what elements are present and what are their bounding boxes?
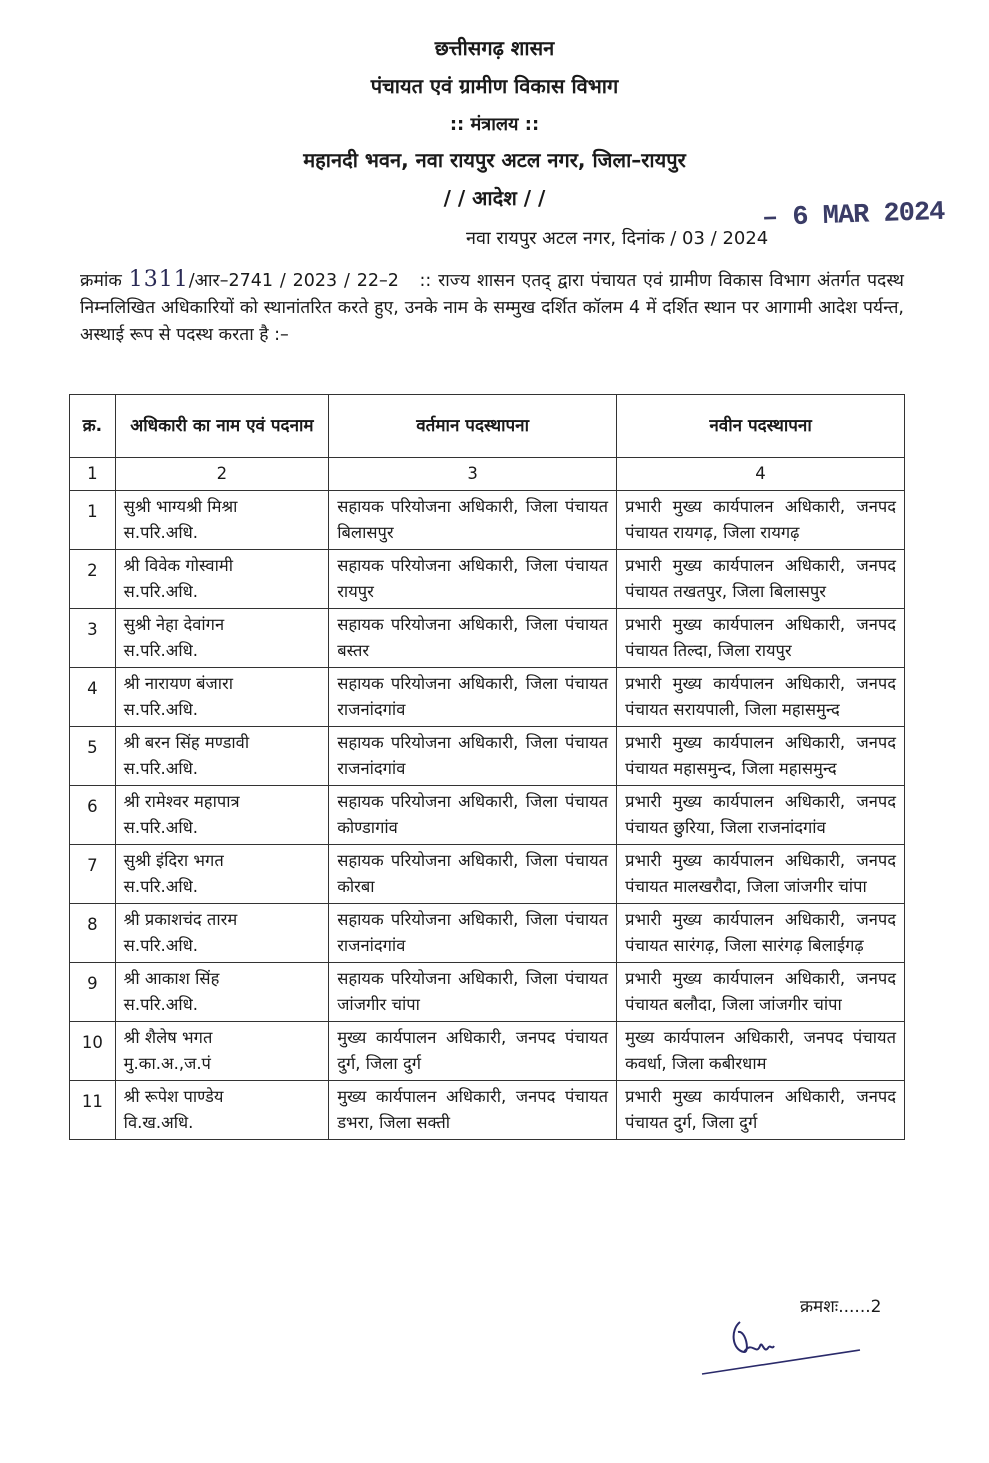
- table-row: [70, 727, 905, 786]
- new-posting: प्रभारी मुख्य कार्यपालन अधिकारी, जनपद पंचायत महासमुन्द, जिला महासमुन्द: [617, 727, 905, 786]
- current-posting: मुख्य कार्यपालन अधिकारी, जनपद पंचायत डभरा, जिला सक्ती: [329, 1081, 617, 1140]
- current-posting: सहायक परियोजना अधिकारी, जिला पंचायत जांजगीर चांपा: [329, 963, 617, 1022]
- officer-designation: स.परि.अधि.: [123, 995, 198, 1014]
- column-number: 3: [329, 458, 617, 491]
- officer-cell: [115, 550, 329, 609]
- order-prefix: क्रमांक: [80, 271, 122, 291]
- current-posting: सहायक परियोजना अधिकारी, जिला पंचायत कोण्डागांव: [329, 786, 617, 845]
- column-number: 2: [115, 458, 329, 491]
- column-number: 1: [70, 458, 116, 491]
- officer-designation: स.परि.अधि.: [123, 877, 198, 896]
- officer-cell: [115, 609, 329, 668]
- column-number-row: [70, 458, 905, 491]
- officer-cell: [115, 727, 329, 786]
- new-posting: प्रभारी मुख्य कार्यपालन अधिकारी, जनपद पंचायत छुरिया, जिला राजनांदगांव: [617, 786, 905, 845]
- table-row: [70, 550, 905, 609]
- officer-designation: मु.का.अ.,ज.पं: [123, 1054, 211, 1073]
- transfer-table: [69, 394, 905, 1140]
- officer-name: श्री प्रकाशचंद तारम: [123, 910, 238, 929]
- current-posting: सहायक परियोजना अधिकारी, जिला पंचायत राजनांदगांव: [329, 904, 617, 963]
- current-posting: सहायक परियोजना अधिकारी, जिला पंचायत बिलासपुर: [329, 491, 617, 550]
- order-heading: / / आदेश / /: [443, 186, 546, 210]
- date-stamp: – 6 MAR 2024: [761, 197, 945, 235]
- officer-designation: स.परि.अधि.: [123, 523, 198, 542]
- serial-number: 11: [70, 1081, 116, 1140]
- table-row: [70, 963, 905, 1022]
- officer-name: श्री रूपेश पाण्डेय: [123, 1087, 224, 1106]
- column-number: 4: [617, 458, 905, 491]
- table-row: [70, 668, 905, 727]
- handwritten-order-number: 1311: [128, 267, 189, 292]
- order-paragraph: [80, 266, 904, 349]
- table-row: [70, 904, 905, 963]
- serial-number: 5: [70, 727, 116, 786]
- officer-cell: [115, 845, 329, 904]
- officer-cell: [115, 668, 329, 727]
- current-posting: सहायक परियोजना अधिकारी, जिला पंचायत कोरबा: [329, 845, 617, 904]
- header-officer: अधिकारी का नाम एवं पदनाम: [115, 395, 329, 458]
- officer-name: श्री आकाश सिंह: [123, 969, 220, 988]
- new-posting: प्रभारी मुख्य कार्यपालन अधिकारी, जनपद पंचायत बलौदा, जिला जांजगीर चांपा: [617, 963, 905, 1022]
- officer-cell: [115, 786, 329, 845]
- new-posting: प्रभारी मुख्य कार्यपालन अधिकारी, जनपद पंचायत सरायपाली, जिला महासमुन्द: [617, 668, 905, 727]
- officer-cell: [115, 1022, 329, 1081]
- officer-name: श्री बरन सिंह मण्डावी: [123, 733, 250, 752]
- table-row: [70, 786, 905, 845]
- officer-name: श्री रामेश्वर महापात्र: [123, 792, 240, 811]
- current-posting: सहायक परियोजना अधिकारी, जिला पंचायत राजनांदगांव: [329, 727, 617, 786]
- new-posting: प्रभारी मुख्य कार्यपालन अधिकारी, जनपद पंचायत रायगढ़, जिला रायगढ़: [617, 491, 905, 550]
- serial-number: 9: [70, 963, 116, 1022]
- header-new-posting: नवीन पदस्थापना: [617, 395, 905, 458]
- department-title: पंचायत एवं ग्रामीण विकास विभाग: [370, 74, 619, 98]
- new-posting: प्रभारी मुख्य कार्यपालन अधिकारी, जनपद पंचायत मालखरौदा, जिला जांजगीर चांपा: [617, 845, 905, 904]
- ministry-label: :: मंत्रालय ::: [449, 114, 540, 135]
- serial-number: 8: [70, 904, 116, 963]
- header-serial: क्र.: [70, 395, 116, 458]
- address-line: महानदी भवन, नवा रायपुर अटल नगर, जिला–रायपुर: [303, 148, 686, 172]
- serial-number: 10: [70, 1022, 116, 1081]
- table-header-row: [70, 395, 905, 458]
- current-posting: सहायक परियोजना अधिकारी, जिला पंचायत बस्तर: [329, 609, 617, 668]
- serial-number: 1: [70, 491, 116, 550]
- table-row: [70, 1081, 905, 1140]
- officer-name: सुश्री इंदिरा भगत: [123, 851, 224, 870]
- serial-number: 6: [70, 786, 116, 845]
- serial-number: 3: [70, 609, 116, 668]
- table-row: [70, 1022, 905, 1081]
- officer-designation: स.परि.अधि.: [123, 641, 198, 660]
- officer-designation: स.परि.अधि.: [123, 936, 198, 955]
- government-title: छत्तीसगढ़ शासन: [434, 36, 555, 60]
- officer-designation: वि.ख.अधि.: [123, 1113, 194, 1132]
- order-reference: /आर–2741 / 2023 / 22–2: [188, 271, 399, 291]
- officer-cell: [115, 904, 329, 963]
- signature-image: [700, 1310, 870, 1390]
- officer-cell: [115, 1081, 329, 1140]
- officer-cell: [115, 963, 329, 1022]
- officer-name: सुश्री नेहा देवांगन: [123, 615, 225, 634]
- officer-name: श्री नारायण बंजारा: [123, 674, 234, 693]
- header-current-posting: वर्तमान पदस्थापना: [329, 395, 617, 458]
- table-row: [70, 845, 905, 904]
- serial-number: 2: [70, 550, 116, 609]
- order-body: :: राज्य शासन एतद् द्वारा पंचायत एवं ग्रामीण विकास विभाग अंतर्गत पदस्थ निम्नलिखित अधिकारियों को स्थानांतरित करते हुए, उनके नाम के सम्मुख दर्शित कॉलम 4 में दर्शित स्थान पर आगामी आदेश पर्यन्त, अस्थाई रूप से पदस्थ करता है :–: [80, 271, 904, 345]
- new-posting: प्रभारी मुख्य कार्यपालन अधिकारी, जनपद पंचायत सारंगढ़, जिला सारंगढ़ बिलाईगढ़: [617, 904, 905, 963]
- officer-cell: [115, 491, 329, 550]
- officer-designation: स.परि.अधि.: [123, 582, 198, 601]
- current-posting: सहायक परियोजना अधिकारी, जिला पंचायत राजनांदगांव: [329, 668, 617, 727]
- table-row: [70, 491, 905, 550]
- current-posting: सहायक परियोजना अधिकारी, जिला पंचायत रायपुर: [329, 550, 617, 609]
- serial-number: 7: [70, 845, 116, 904]
- serial-number: 4: [70, 668, 116, 727]
- new-posting: प्रभारी मुख्य कार्यपालन अधिकारी, जनपद पंचायत दुर्ग, जिला दुर्ग: [617, 1081, 905, 1140]
- officer-name: श्री विवेक गोस्वामी: [123, 556, 233, 575]
- continued-note: क्रमशः......2: [800, 1297, 882, 1317]
- table-row: [70, 609, 905, 668]
- officer-designation: स.परि.अधि.: [123, 759, 198, 778]
- place-date-line: नवा रायपुर अटल नगर, दिनांक / 03 / 2024: [466, 228, 769, 249]
- officer-name: सुश्री भाग्यश्री मिश्रा: [123, 497, 238, 516]
- new-posting: प्रभारी मुख्य कार्यपालन अधिकारी, जनपद पंचायत तखतपुर, जिला बिलासपुर: [617, 550, 905, 609]
- new-posting: मुख्य कार्यपालन अधिकारी, जनपद पंचायत कवर्धा, जिला कबीरधाम: [617, 1022, 905, 1081]
- officer-name: श्री शैलेष भगत: [123, 1028, 213, 1047]
- new-posting: प्रभारी मुख्य कार्यपालन अधिकारी, जनपद पंचायत तिल्दा, जिला रायपुर: [617, 609, 905, 668]
- officer-designation: स.परि.अधि.: [123, 700, 198, 719]
- current-posting: मुख्य कार्यपालन अधिकारी, जनपद पंचायत दुर्ग, जिला दुर्ग: [329, 1022, 617, 1081]
- officer-designation: स.परि.अधि.: [123, 818, 198, 837]
